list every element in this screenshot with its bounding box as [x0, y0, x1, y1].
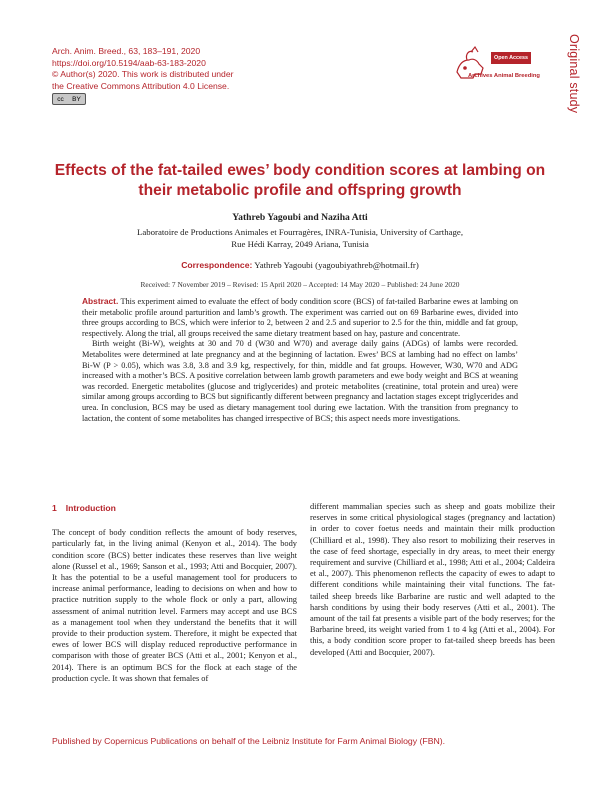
- body-column-right: [310, 501, 555, 658]
- section-heading-introduction: [52, 503, 297, 514]
- correspondence: [0, 260, 600, 270]
- authors: Yathreb Yagoubi and Naziha Atti: [232, 212, 368, 223]
- affiliation-line-1: Laboratoire de Productions Animales et Fourragères, INRA-Tunisia, University of Carthage,: [136, 227, 464, 237]
- abstract-paragraph-2: Birth weight (Bi-W), weights at 30 and 70 d (W30 and W70) and average daily gains (ADGs) of lambs were recorded. Metabolites were determined at late pregnancy and at the beginning of lactation. Ewes’ BCS at lambing had no effect on lambs’ Bi-W (P > 0.05), which was 3.8, 3.8 and 3.9 kg, respectively, for thin, middle and fat groups. However, W30, W70 and ADG increased with a mother’s BCS. A positive correlation between lamb growth parameters and ewe body weight and BCS at weaning was recorded. Energetic metabolites (glucose and triglycerides) and proteic metabolites (creatinine, total protein and urea) were similar among groups according to BCS but significantly different between pregnancy and lactation stages except triglycerides and urea. In conclusion, BCS may be used as dietary management tool during ewe lactation. With the transition from pregnancy to lactation, the content of some metabolites has changed irrespective of BCS; this aspect needs more investigations.: [82, 339, 518, 423]
- affiliation-line-2: Rue Hédi Karray, 2049 Ariana, Tunisia: [231, 238, 369, 249]
- journal-name: Archives Animal Breeding: [468, 73, 540, 79]
- abstract-label: Abstract.: [82, 296, 119, 306]
- cc-by-license-icon[interactable]: [52, 93, 86, 105]
- article-title: Effects of the fat-tailed ewes’ body condition scores at lambing on their metabolic profile and offspring growth: [54, 162, 546, 199]
- citation-block: [52, 46, 233, 92]
- affiliation: [100, 227, 500, 250]
- section-title: Introduction: [65, 503, 116, 513]
- correspondence-label: Correspondence:: [181, 260, 253, 270]
- correspondence-email[interactable]: Yathreb Yagoubi (yagoubiyathreb@hotmail.fr): [254, 260, 419, 270]
- citation-doi-link[interactable]: https://doi.org/10.5194/aab-63-183-2020: [52, 57, 206, 68]
- abstract-paragraph-1: [82, 296, 518, 339]
- section-number: 1: [52, 503, 57, 513]
- article-type-label: [561, 34, 591, 134]
- citation-license-link[interactable]: the Creative Commons Attribution 4.0 License.: [52, 80, 230, 91]
- by-icon: BY: [72, 95, 81, 103]
- article-type-text: Original study: [567, 34, 581, 114]
- cc-icon: cc: [57, 95, 64, 103]
- publisher-footer: Published by Copernicus Publications on behalf of the Leibniz Institute for Farm Animal Biology (FBN).: [52, 736, 446, 746]
- article-dates: Received: 7 November 2019 – Revised: 15 April 2020 – Accepted: 14 May 2020 – Published: 24 June 2020: [140, 280, 460, 289]
- citation-copyright: © Author(s) 2020. This work is distributed under: [52, 69, 234, 80]
- body-column-left: [52, 503, 297, 684]
- open-access-badge: Open Access: [491, 52, 531, 64]
- abstract: [82, 296, 518, 424]
- abstract-text-1: This experiment aimed to evaluate the effect of body condition score (BCS) of fat-tailed Barbarine ewes at lambing on their metabolic profile around parturition and lamb’s growth. The experiment was carried out on 69 Barbarine ewes, divided into three groups according to BCS, which were inferior to 2, between 2 and 2.5 and superior to 2.5 for the thin, middle and fat group, respectively. Along the trial, all groups received the same dietary treatment based on hay, pasture and concentrate.: [82, 297, 518, 338]
- citation-journal: Arch. Anim. Breed., 63, 183–191, 2020: [52, 46, 201, 56]
- introduction-text-left: The concept of body condition reflects the amount of body reserves, particularly fat, in the living animal (Kenyon et al., 2014). The body condition score (BCS) better indicates these reserves than live weight alone (Russel et al., 1969; Sanson et al., 1993; Atti and Bocquier, 2007). It has the potential to be a useful management tool for producers to increase animal performance, leading to decisions on when and how to practice nutrition supply to the whole flock or only a part, allowing assessment of animal nutrition level. Farmers may accept and use BCS as a management tool when they understand the benefits that it will provide to their production system. Therefore, it might be expected that ewes of lower BCS will display reduced reproductive performance in comparison with those of greater BCS (Atti et al., 2001; Kenyon et al., 2014). There is an optimum BCS for the flock at each stage of the production cycle. It was shown that females of: [52, 528, 297, 683]
- introduction-text-right: different mammalian species such as sheep and goats mobilize their reserves in some critical physiological stages (pregnancy and lactation) in order to cover foetus needs and maintain their milk production (Chilliard et al., 1998). They also resort to mobilizing their reserves in the case of feed shortage, especially in dry areas, to meet their energy requirement and survive (Chilliard et al., 1998; Atti et al., 2004; Caldeira et al., 2007). This phenomenon reflects the capacity of ewes to adapt to different conditions while maintaining their vital functions. The fat-tailed sheep breeds like Barbarine are rustic and well adapted to the harsh conditions by using their body reserves (Atti et al., 2001). The amount of the tail fat presents a visible part of the body reserves; for the Barbarine breed, its weight varied from 1 to 4 kg (Atti et al., 2004). For this, a body condition score proper to fat-tailed sheep breeds has been developed (Atti and Bocquier, 2007).: [310, 502, 555, 657]
